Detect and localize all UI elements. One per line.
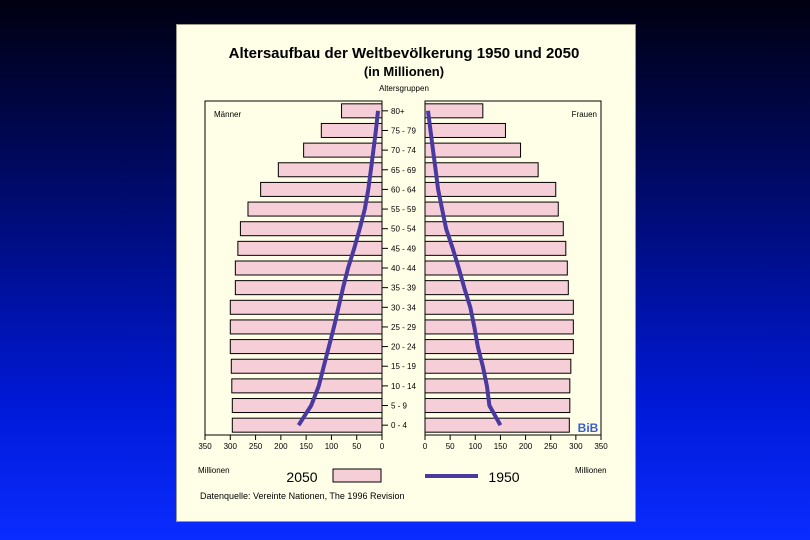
category-label-7: 45 - 49	[391, 244, 416, 254]
bar-2050-men-7	[238, 241, 382, 255]
bar-2050-women-8	[425, 261, 567, 275]
bar-2050-men-4	[261, 182, 382, 196]
x-tick-label-right-7: 350	[594, 442, 608, 451]
left-side-label: Männer	[214, 110, 242, 119]
bar-2050-women-12	[425, 340, 573, 354]
x-tick-label-left-7: 0	[379, 442, 385, 451]
bar-2050-women-15	[425, 399, 570, 413]
x-tick-label-right-4: 200	[518, 442, 533, 451]
category-label-8: 40 - 44	[391, 264, 416, 273]
bar-2050-women-14	[425, 379, 570, 393]
chart-subtitle: (in Millionen)	[363, 64, 445, 79]
category-label-11: 25 - 29	[391, 322, 416, 332]
bar-2050-women-10	[425, 300, 573, 314]
category-label-9: 35 - 39	[391, 283, 416, 293]
bar-2050-women-9	[425, 281, 568, 295]
bar-2050-women-2	[425, 143, 521, 157]
x-tick-label-left-2: 250	[248, 442, 263, 451]
x-tick-label-left-1: 300	[223, 442, 237, 451]
category-label-10: 30 - 34	[391, 303, 416, 313]
x-tick-label-left-5: 100	[324, 442, 339, 451]
category-label-4: 60 - 64	[391, 185, 416, 195]
bar-2050-women-3	[425, 163, 538, 177]
x-tick-label-right-0: 0	[422, 442, 428, 451]
bar-2050-women-13	[425, 359, 571, 373]
x-tick-label-left-0: 350	[198, 442, 212, 451]
category-axis-label: Altersgruppen	[379, 84, 429, 93]
category-label-14: 10 - 14	[391, 381, 416, 391]
bar-2050-women-11	[425, 320, 573, 334]
legend-swatch-2050	[333, 469, 381, 482]
category-label-16: 0 - 4	[391, 421, 408, 431]
x-tick-label-right-6: 300	[569, 442, 583, 451]
bar-2050-men-9	[235, 281, 382, 295]
data-source-note: Datenquelle: Vereinte Nationen, The 1996 Revision	[200, 491, 405, 501]
bar-2050-women-4	[425, 182, 556, 196]
bar-2050-men-11	[230, 320, 382, 334]
legend-label-1950: 1950	[488, 469, 520, 485]
category-label-13: 15 - 19	[391, 362, 416, 372]
bib-logo: BiB	[577, 421, 599, 435]
category-label-3: 65 - 69	[391, 165, 416, 175]
right-side-label: Frauen	[571, 110, 597, 119]
bar-2050-women-7	[425, 241, 566, 255]
category-label-6: 50 - 54	[391, 224, 416, 234]
category-label-2: 70 - 74	[391, 146, 416, 156]
x-tick-label-right-3: 150	[493, 442, 508, 451]
x-tick-label-right-2: 100	[468, 442, 482, 451]
bar-2050-men-2	[304, 143, 382, 157]
bar-2050-men-10	[230, 300, 382, 314]
category-label-12: 20 - 24	[391, 342, 416, 352]
chart-title: Altersaufbau der Weltbevölkerung 1950 und 2050	[228, 45, 580, 62]
bar-2050-men-12	[230, 340, 382, 354]
bar-2050-men-16	[232, 418, 382, 432]
x-tick-label-left-4: 150	[299, 442, 313, 451]
category-label-15: 5 - 9	[391, 401, 408, 411]
bar-2050-men-8	[235, 261, 382, 275]
x-axis-title-right: Millionen	[575, 466, 607, 475]
bar-2050-men-3	[278, 163, 382, 177]
x-axis-title-left: Millionen	[198, 466, 230, 475]
bar-2050-men-14	[232, 379, 382, 393]
category-label-1: 75 - 79	[391, 126, 416, 136]
category-label-5: 55 - 59	[391, 205, 416, 215]
x-tick-label-left-3: 200	[274, 442, 288, 451]
plot-area	[198, 101, 608, 451]
x-tick-label-right-5: 250	[544, 442, 558, 451]
legend-label-2050: 2050	[286, 469, 318, 485]
category-label-0: 80+	[391, 106, 405, 116]
x-tick-label-left-6: 50	[352, 442, 362, 451]
bar-2050-men-13	[231, 359, 382, 373]
bar-2050-women-1	[425, 123, 505, 137]
x-tick-label-right-1: 50	[445, 442, 455, 451]
bar-2050-women-0	[425, 104, 483, 118]
bar-2050-men-1	[321, 123, 382, 137]
